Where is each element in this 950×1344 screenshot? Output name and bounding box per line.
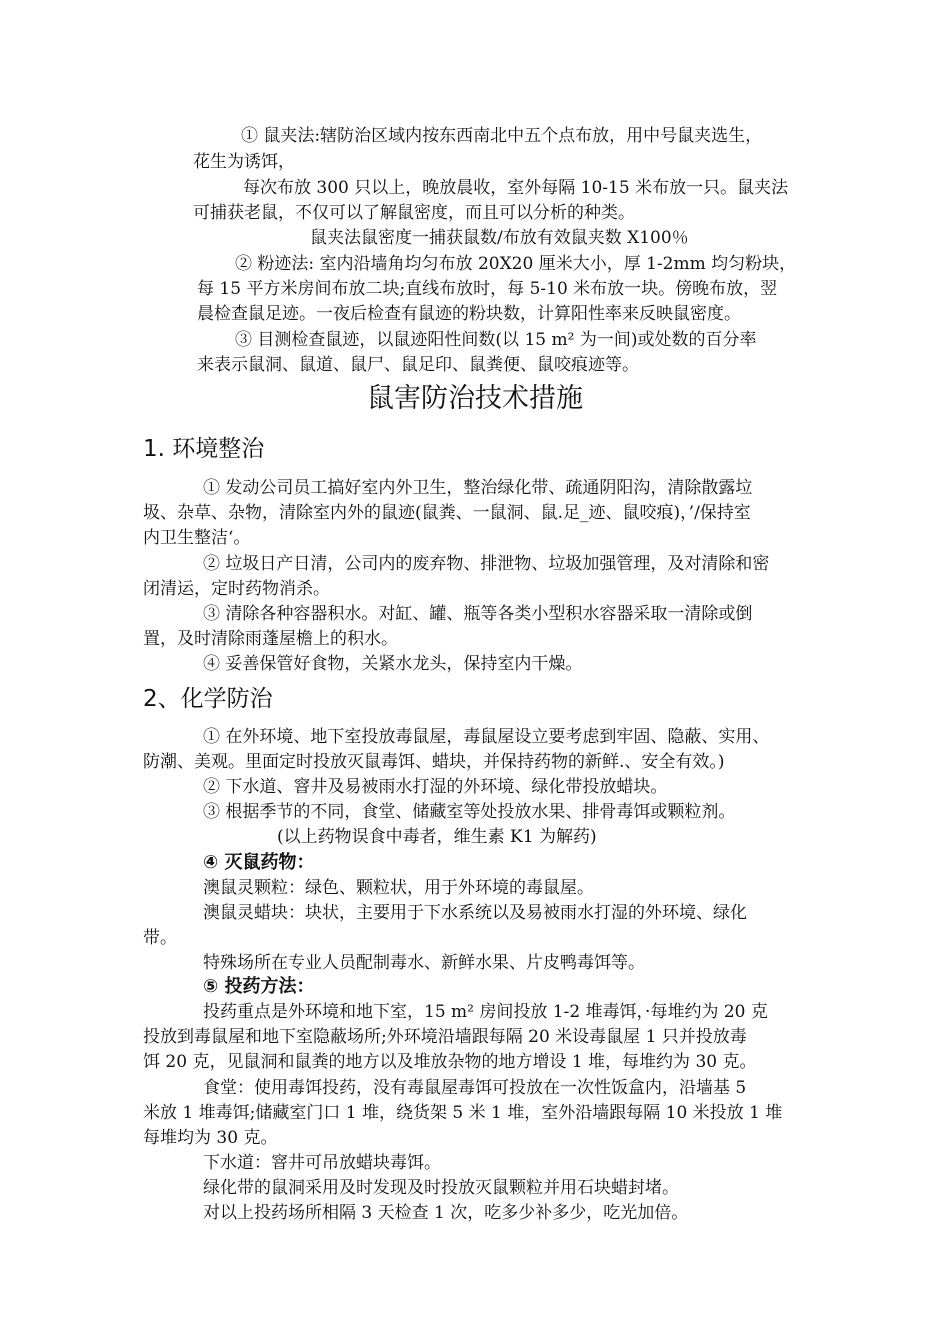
paragraph-powder-trace-line-1: ② 粉迹法: 室内沿墙角均匀布放 20X20 厘米大小，厚 1-2mm 均匀粉块，: [235, 254, 797, 274]
drug-line-3: 带。: [143, 928, 177, 948]
chem-line-4: ③ 根据季节的不同，食堂、储藏室等处投放水果、排骨毒饵或颗粒剂。: [203, 802, 736, 822]
paragraph-mouse-trap-line-2: 花生为诱饵，: [193, 152, 295, 172]
method-line-9: 对以上投药场所相隔 3 天检查 1 次，吃多少补多少，吃光加倍。: [203, 1203, 689, 1223]
method-line-4: 食堂：使用毒饵投药，没有毒鼠屋毒饵可投放在一次性饭盒内，沿墙基 5: [203, 1078, 747, 1098]
env-line-1: ① 发动公司员工搞好室内外卫生，整治绿化带、疏通阴阳沟，清除散露垃: [203, 478, 753, 498]
env-line-7: 置，及时清除雨蓬屋檐上的积水。: [143, 629, 398, 649]
subheading-rodenticides: ④ 灭鼠药物：: [203, 852, 315, 873]
density-formula: 鼠夹法鼠密度一捕获鼠数/布放有效鼠夹数 X100％: [310, 228, 689, 248]
paragraph-mouse-trap-line-1: ① 鼠夹法:辖防治区域内按东西南北中五个点布放，用中号鼠夹选生，: [241, 126, 763, 146]
drug-line-4: 特殊场所在专业人员配制毒水、新鲜水果、片皮鸭毒饵等。: [203, 953, 645, 973]
paragraph-trap-count-line-1: 每次布放 300 只以上，晚放晨收，室外每隔 10-15 米布放一只。鼠夹法: [243, 178, 789, 198]
method-line-5: 米放 1 堆毒饵;储藏室门口 1 堆，绕货架 5 米 1 堆，室外沿墙跟每隔 10 米投放 1 堆: [143, 1103, 783, 1123]
paragraph-visual-check-line-1: ③ 目测检查鼠迹，以鼠迹阳性间数(以 15 m² 为一间)或处数的百分率: [235, 330, 757, 350]
env-line-2: 圾、杂草、杂物，清除室内外的鼠迹(鼠粪、一鼠洞、鼠.足_迹、鼠咬痕)，’/保持室: [143, 503, 751, 523]
method-line-7: 下水道：窨井可吊放蜡块毒饵。: [203, 1153, 441, 1173]
antidote-note: (以上药物误食中毒者，维生素 K1 为解药): [277, 827, 597, 847]
method-line-1: 投药重点是外环境和地下室，15 m² 房间投放 1-2 堆毒饵，·每堆约为 20 克: [203, 1002, 768, 1022]
method-line-3: 饵 20 克，见鼠洞和鼠粪的地方以及堆放杂物的地方增设 1 堆，每堆约为 30 克。: [143, 1052, 757, 1072]
chem-line-3: ② 下水道、窨井及易被雨水打湿的外环境、绿化带投放蜡块。: [203, 777, 668, 797]
page-title: 鼠害防治技术措施: [367, 383, 583, 414]
env-line-8: ④ 妥善保管好食物，关紧水龙头，保持室内干燥。: [203, 654, 583, 674]
section-heading-environment: 1. 环境整治: [143, 436, 265, 462]
method-line-2: 投放到毒鼠屋和地下室隐蔽场所;外环境沿墙跟每隔 20 米设毒鼠屋 1 只并投放毒: [143, 1027, 747, 1047]
drug-line-1: 澳鼠灵颗粒：绿色、颗粒状，用于外环境的毒鼠屋。: [203, 878, 594, 898]
section-heading-chemical: 2、化学防治: [143, 686, 273, 712]
chem-line-1: ① 在外环境、地下室投放毒鼠屋，毒鼠屋设立要考虑到牢固、隐蔽、实用、: [203, 727, 770, 747]
env-line-5: 闭清运，定时药物消杀。: [143, 579, 330, 599]
paragraph-powder-trace-line-2: 每 15 平方米房间布放二块;直线布放时，每 5-10 米布放一块。傍晚布放，翌: [197, 279, 778, 299]
subheading-baiting-method: ⑤ 投药方法：: [203, 976, 315, 997]
drug-line-2: 澳鼠灵蜡块：块状，主要用于下水系统以及易被雨水打湿的外环境、绿化: [203, 903, 747, 923]
env-line-4: ② 垃圾日产日清，公司内的废弃物、排泄物、垃圾加强管理，及对清除和密: [203, 554, 770, 574]
paragraph-trap-count-line-2: 可捕获老鼠，不仅可以了解鼠密度，而且可以分析的种类。: [193, 203, 635, 223]
paragraph-visual-check-line-2: 来表示鼠洞、鼠道、鼠尸、鼠足印、鼠粪便、鼠咬痕迹等。: [197, 355, 639, 375]
method-line-6: 每堆均为 30 克。: [143, 1128, 278, 1148]
env-line-3: 内卫生整洁‘。: [143, 528, 251, 548]
env-line-6: ③ 清除各种容器积水。对缸、罐、瓶等各类小型积水容器采取一清除或倒: [203, 604, 753, 624]
method-line-8: 绿化带的鼠洞采用及时发现及时投放灭鼠颗粒并用石块蜡封堵。: [203, 1178, 679, 1198]
chem-line-2: 防潮、美观。里面定时投放灭鼠毒饵、蜡块，并保持药物的新鲜.、安全有效。): [143, 752, 725, 772]
paragraph-powder-trace-line-3: 晨检查鼠足迹。一夜后检查有鼠迹的粉块数，计算阳性率来反映鼠密度。: [197, 304, 741, 324]
